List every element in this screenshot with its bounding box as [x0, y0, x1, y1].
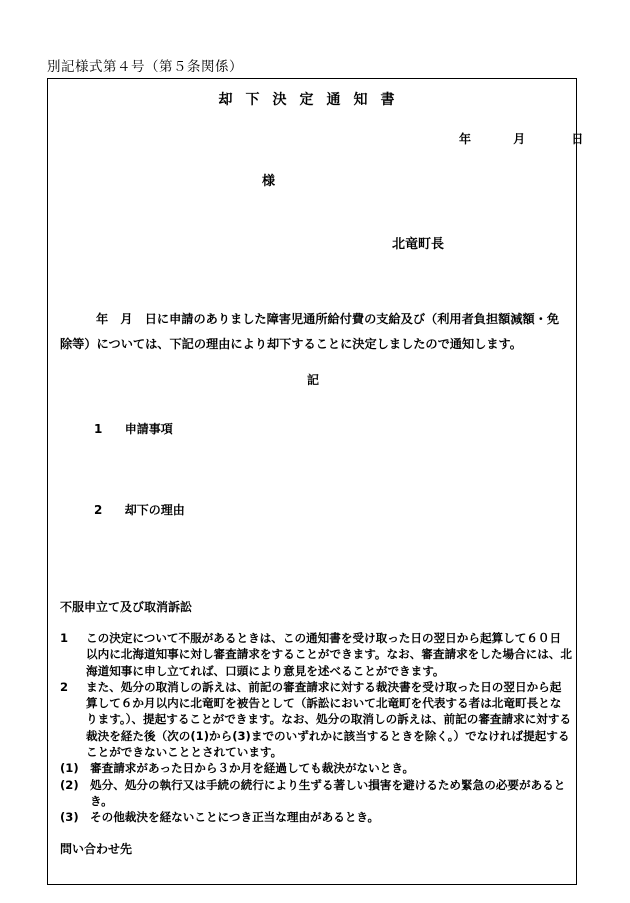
recipient-suffix: 様	[262, 174, 276, 189]
item-label: 申請事項	[124, 422, 173, 436]
sub-note-text: 処分、処分の執行又は手続の続行により生ずる著しい損害を避けるため緊急の必要があるとき。	[90, 777, 566, 808]
appeal-heading: 不服申立て及び取消訴訟	[60, 600, 193, 614]
sub-note-text: 審査請求があった日から３か月を経過しても裁決がないとき。	[90, 761, 415, 776]
date-year: 年	[459, 132, 472, 146]
contact-label: 問い合わせ先	[60, 842, 133, 856]
ki-label: 記	[306, 373, 319, 387]
sub-note-text: その他裁決を経ないことにつき正当な理由があるとき。	[90, 810, 380, 825]
date-month: 月	[513, 132, 526, 146]
notice-body-text: 年 月 日に申請のありました障害児通所給付費の支給及び（利用者負担額減額・免除等）については、下記の理由により却下することに決定しましたので通知します。	[60, 312, 560, 351]
item-number: 2	[94, 503, 103, 517]
note-number: 1	[60, 631, 69, 645]
sub-note-item	[60, 760, 572, 776]
note-item	[60, 630, 572, 679]
note-text: また、処分の取消しの訴えは、前記の審査請求に対する裁決書を受け取った日の翌日から起算して６か月以内に北竜町を被告として（訴訟において北竜町を代表する者は北竜町長となります。）、提起することができます。なお、処分の取消しの訴えは、前記の審査請求に対する裁決を経た後（次の(1)から(3)までのいずれかに該当するときを除く。）でなければ提起することができないこととされています。	[86, 679, 572, 760]
form-number: 別記様式第４号（第５条関係）	[47, 59, 243, 75]
item-reason	[94, 501, 185, 518]
document-title: 却下決定通知書	[218, 92, 408, 108]
issuer-name: 北竜町長	[392, 237, 445, 252]
date-day: 日	[571, 132, 584, 146]
note-text: この決定について不服があるときは、この通知書を受け取った日の翌日から起算して６０日以内に北海道知事に対し審査請求をすることができます。なお、審査請求をした場合には、北海道知事に申し立てれば、口頭により意見を述べることができます。	[86, 631, 573, 678]
item-number: 1	[94, 422, 103, 436]
sub-note-number: (3)	[60, 810, 79, 825]
sub-note-item	[60, 777, 572, 810]
sub-note-item	[60, 809, 572, 825]
date-line	[459, 130, 583, 147]
appeal-notes	[60, 630, 572, 826]
note-item	[60, 679, 572, 760]
note-number: 2	[60, 679, 69, 694]
sub-note-number: (1)	[60, 761, 79, 776]
notice-body	[60, 307, 568, 357]
sub-note-number: (2)	[60, 777, 79, 792]
notice-frame	[47, 78, 584, 885]
item-label: 却下の理由	[124, 503, 185, 517]
item-application	[94, 420, 173, 437]
